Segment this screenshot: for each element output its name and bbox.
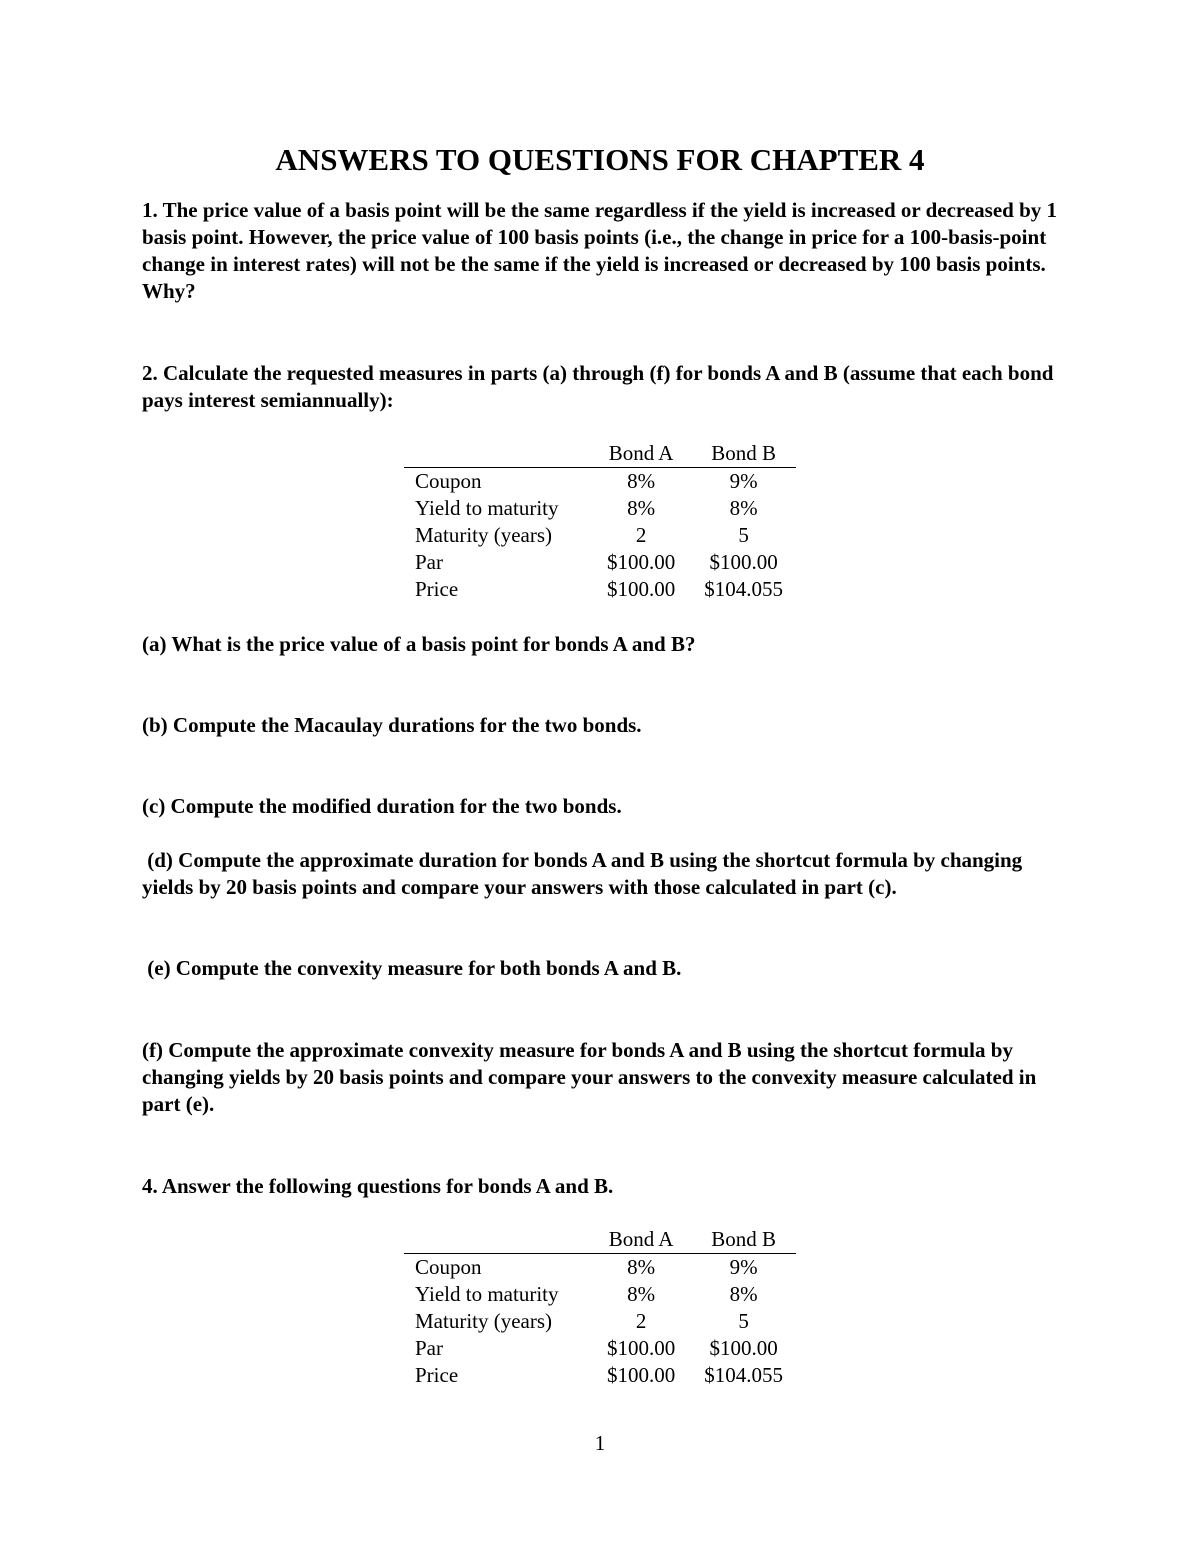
row-label: Price — [415, 1363, 459, 1387]
table-row — [404, 1362, 796, 1389]
table-header-bond-b: Bond B — [711, 441, 777, 465]
row-label: Par — [415, 1336, 443, 1360]
row-label: Yield to maturity — [415, 1282, 559, 1306]
table-row — [404, 1254, 796, 1282]
table-row — [404, 549, 796, 576]
row-label: Maturity (years) — [415, 523, 553, 547]
table-row — [404, 468, 796, 496]
table-header-blank — [404, 440, 591, 468]
bond-b-value: 8% — [729, 496, 758, 520]
bond-a-value: $100.00 — [606, 1363, 676, 1387]
part-e: (e) Compute the convexity measure for both bonds A and B. — [142, 956, 682, 980]
question-2: 2. Calculate the requested measures in parts (a) through (f) for bonds A and B (assume that each bond pays interest semiannually): — [142, 361, 1054, 412]
bond-a-value: $100.00 — [606, 577, 676, 601]
table-row — [404, 1335, 796, 1362]
bond-b-value: 9% — [729, 469, 758, 493]
bond-b-value: 5 — [738, 523, 749, 547]
table-header-bond-b: Bond B — [711, 1227, 777, 1251]
bond-a-value: 8% — [627, 469, 656, 493]
page-title: ANSWERS TO QUESTIONS FOR CHAPTER 4 — [275, 142, 925, 177]
bond-a-value: 8% — [627, 496, 656, 520]
row-label: Yield to maturity — [415, 496, 559, 520]
bond-b-value: $100.00 — [709, 550, 778, 574]
page-number: 1 — [594, 1431, 606, 1455]
table-header-row — [404, 440, 796, 468]
bond-a-value: 8% — [627, 1282, 656, 1306]
question-4: 4. Answer the following questions for bonds A and B. — [142, 1174, 614, 1198]
part-a: (a) What is the price value of a basis point for bonds A and B? — [142, 632, 696, 656]
bond-b-value: 9% — [729, 1255, 758, 1279]
table-row — [404, 1308, 796, 1335]
row-label: Maturity (years) — [415, 1309, 553, 1333]
table-row — [404, 1281, 796, 1308]
bond-b-value: $104.055 — [704, 1363, 784, 1387]
row-label: Par — [415, 550, 443, 574]
bond-a-value: $100.00 — [606, 550, 676, 574]
table-header-row — [404, 1226, 796, 1254]
bond-table-2 — [404, 1226, 796, 1389]
bond-a-value: 2 — [635, 1309, 647, 1333]
bond-b-value: 5 — [738, 1309, 749, 1333]
table-row — [404, 495, 796, 522]
question-1: 1. The price value of a basis point will be the same regardless if the yield is increased or decreased by 1 basis point. However, the price value of 100 basis points (i.e., the change in price for a 100-basis-point change in interest rates) will not be the same if the yield is increased or decreased by 100 basis points. Why? — [142, 198, 1058, 303]
bond-b-value: $100.00 — [709, 1336, 778, 1360]
table-row — [404, 576, 796, 603]
part-f: (f) Compute the approximate convexity measure for bonds A and B using the shortcut formula by changing yields by 20 basis points and compare your answers to the convexity measure calculated in part (e). — [142, 1038, 1037, 1116]
part-b: (b) Compute the Macaulay durations for the two bonds. — [142, 713, 642, 737]
table-header-bond-a: Bond A — [608, 1227, 674, 1251]
part-c: (c) Compute the modified duration for the two bonds. — [142, 794, 622, 818]
row-label: Coupon — [415, 469, 482, 493]
bond-table-1 — [404, 440, 796, 603]
row-label: Coupon — [415, 1255, 482, 1279]
bond-b-value: $104.055 — [704, 577, 784, 601]
table-header-blank — [404, 1226, 591, 1254]
part-d: (d) Compute the approximate duration for bonds A and B using the shortcut formula by changing yields by 20 basis points and compare your answers with those calculated in part (c). — [142, 848, 1028, 899]
table-header-bond-a: Bond A — [608, 441, 674, 465]
bond-b-value: 8% — [729, 1282, 758, 1306]
bond-a-value: 2 — [635, 523, 647, 547]
bond-a-value: 8% — [627, 1255, 656, 1279]
table-row — [404, 522, 796, 549]
row-label: Price — [415, 577, 459, 601]
bond-a-value: $100.00 — [606, 1336, 676, 1360]
